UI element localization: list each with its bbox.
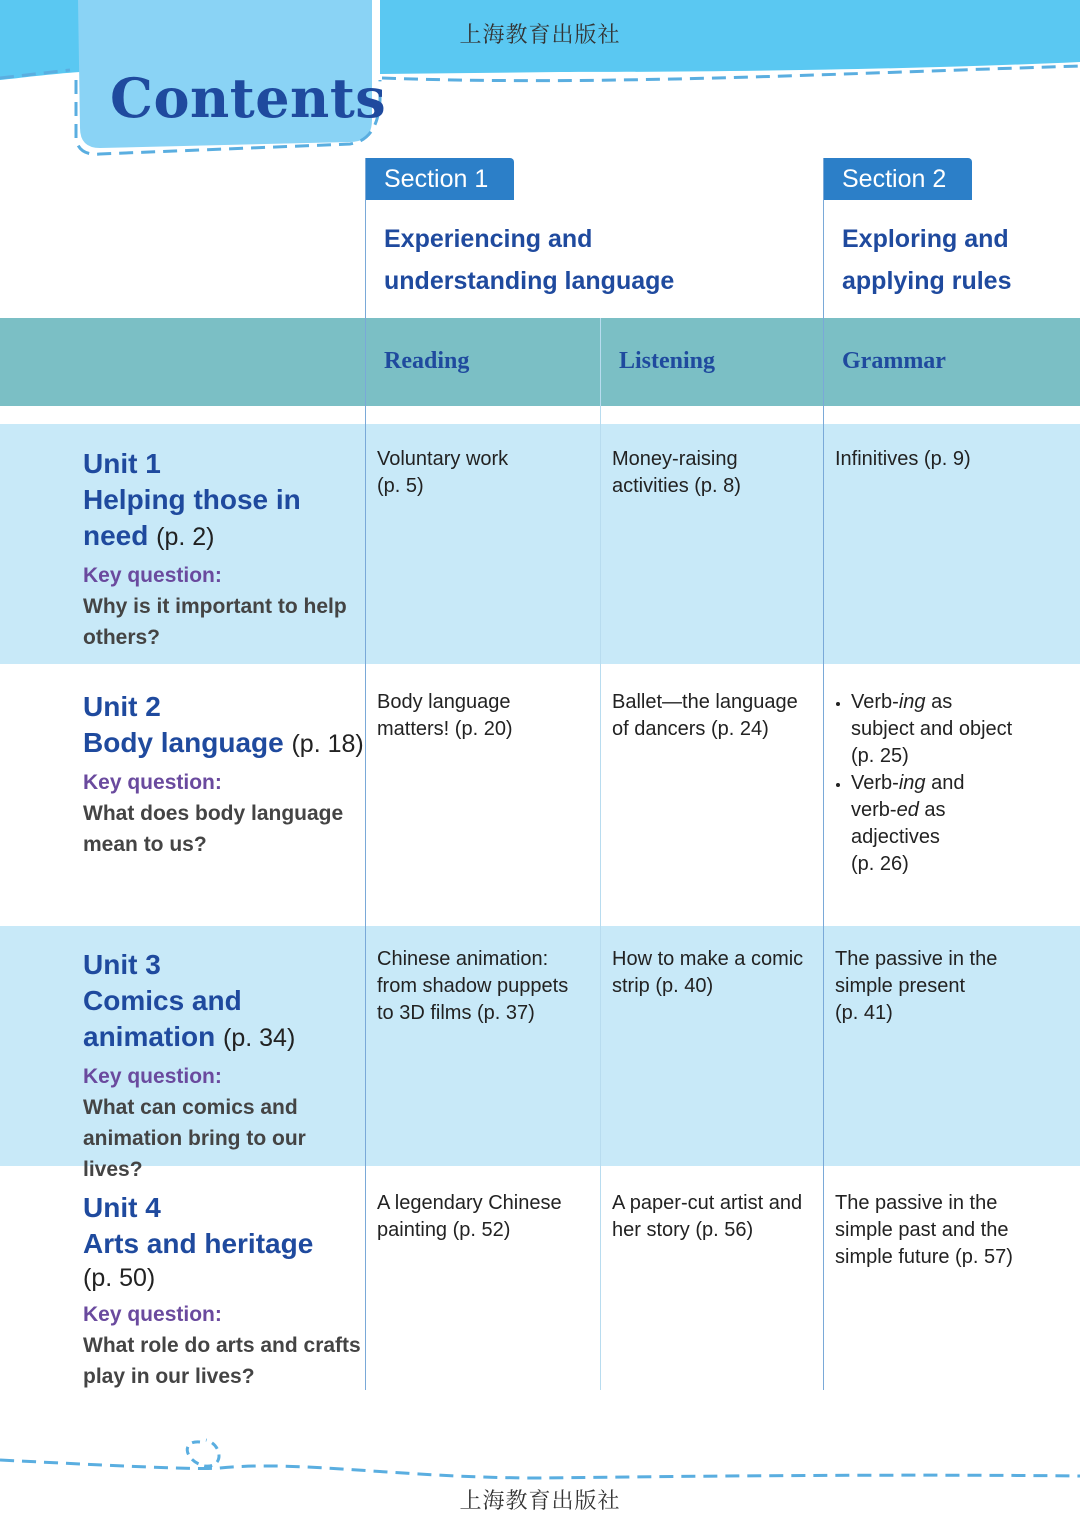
unit-1-listening <box>612 446 817 500</box>
section-2-subtitle <box>842 218 1011 302</box>
unit-3-grammar <box>835 946 1070 1027</box>
unit-2-number: Unit 2 <box>83 691 161 722</box>
unit-2-listening-line1: Ballet—the language <box>612 691 798 713</box>
unit-4-reading-line2: painting (p. 52) <box>377 1219 511 1241</box>
unit-2-listening-line2: of dancers (p. 24) <box>612 718 769 740</box>
unit-4-listening-line2: her story (p. 56) <box>612 1219 754 1241</box>
unit-1-name-line2 <box>83 518 363 555</box>
unit-3-grammar-line2: simple present <box>835 975 966 997</box>
unit-4-reading <box>377 1190 599 1244</box>
unit-4-reading-line1: A legendary Chinese <box>377 1192 562 1214</box>
unit-3-number: Unit 3 <box>83 949 161 980</box>
unit-3-reading-line3: to 3D films (p. 37) <box>377 1002 535 1024</box>
divider-reading-listening <box>600 318 601 1390</box>
unit-2-g2-post: and <box>925 772 965 794</box>
dashed-loop <box>187 1440 219 1466</box>
unit-3-name-line1: Comics and <box>83 985 242 1016</box>
section-2-subtitle-line1: Exploring and <box>842 225 1009 253</box>
unit-2-g1-post: as <box>925 691 953 713</box>
unit-2-g2-line3: adjectives <box>851 826 940 848</box>
unit-1-key-line2: others? <box>83 626 161 649</box>
unit-2-g2-l2-pre: verb- <box>851 799 897 821</box>
unit-3-grammar-line1: The passive in the <box>835 948 998 970</box>
section-2-subtitle-line2: applying rules <box>842 267 1012 295</box>
unit-2-reading-line1: Body language <box>377 691 511 713</box>
unit-2-g2-l2-em: ed <box>896 799 919 821</box>
publisher-bottom: 上海教育出版社 <box>459 1489 621 1514</box>
unit-2-key-line1: What does body language <box>83 802 344 825</box>
unit-2-g1-pre: Verb- <box>851 691 899 713</box>
unit-2-listening <box>612 689 817 743</box>
unit-4-number: Unit 4 <box>83 1192 161 1223</box>
unit-3-listening-line1: How to make a comic <box>612 948 804 970</box>
unit-2-grammar-bullet-2 <box>851 770 1070 878</box>
section-1-subtitle <box>384 218 674 302</box>
unit-2-reading <box>377 689 592 743</box>
column-header-grammar: Grammar <box>842 348 946 374</box>
unit-2-key-label: Key question: <box>83 771 222 794</box>
unit-1-info <box>83 446 363 653</box>
unit-3-name-end: animation <box>83 1021 216 1052</box>
unit-2-g1-line3: (p. 25) <box>851 745 909 767</box>
unit-4-key-line1: What role do arts and crafts <box>83 1334 361 1357</box>
unit-3-key-label: Key question: <box>83 1065 222 1088</box>
unit-3-info <box>83 947 365 1185</box>
unit-1-key-label: Key question: <box>83 564 222 587</box>
unit-4-info <box>83 1190 365 1392</box>
unit-1-grammar-line1: Infinitives (p. 9) <box>835 448 971 470</box>
unit-1-number: Unit 1 <box>83 448 161 479</box>
unit-2-grammar-bullet-1 <box>851 689 1070 770</box>
dashed-line-bottom <box>0 1460 1080 1478</box>
footer-decoration <box>0 1420 1080 1490</box>
unit-4-key-label: Key question: <box>83 1303 222 1326</box>
unit-1-page: (p. 2) <box>156 523 215 551</box>
publisher-top: 上海教育出版社 <box>459 23 621 48</box>
unit-3-reading-line2: from shadow puppets <box>377 975 569 997</box>
unit-4-listening-line1: A paper-cut artist and <box>612 1192 803 1214</box>
unit-2-g1-line2: subject and object <box>851 718 1013 740</box>
unit-4-grammar-line2: simple past and the <box>835 1219 1009 1241</box>
unit-1-reading <box>377 446 592 500</box>
page-title: Contents <box>110 66 387 130</box>
unit-1-key-line1: Why is it important to help <box>83 595 347 618</box>
section-2-tab: Section 2 <box>824 158 972 200</box>
divider-section-1 <box>365 158 366 1390</box>
unit-2-g2-l2-post: as <box>918 799 946 821</box>
unit-3-reading-line1: Chinese animation: <box>377 948 549 970</box>
unit-3-listening-line2: strip (p. 40) <box>612 975 714 997</box>
unit-4-listening <box>612 1190 822 1244</box>
unit-1-name-end: need <box>83 520 149 551</box>
unit-1-reading-line2: (p. 5) <box>377 475 424 497</box>
unit-2-g1-em: ing <box>898 691 926 713</box>
unit-1-grammar <box>835 446 1070 473</box>
unit-3-page: (p. 34) <box>223 1024 296 1052</box>
unit-2-grammar <box>835 689 1070 878</box>
unit-4-name-line1: Arts and heritage <box>83 1228 314 1259</box>
divider-section-2 <box>823 158 824 1390</box>
unit-3-key-line2: animation bring to our lives? <box>83 1127 306 1181</box>
unit-2-page: (p. 18) <box>291 730 364 758</box>
section-1-subtitle-line1: Experiencing and <box>384 225 593 253</box>
unit-3-listening <box>612 946 822 1000</box>
unit-4-grammar <box>835 1190 1070 1271</box>
unit-1-listening-line2: activities (p. 8) <box>612 475 741 497</box>
unit-4-key-line2: play in our lives? <box>83 1365 255 1388</box>
unit-2-grammar-list <box>835 689 1070 878</box>
unit-3-name-line2 <box>83 1019 365 1056</box>
unit-2-g2-em: ing <box>898 772 926 794</box>
section-1-subtitle-line2: understanding language <box>384 267 675 295</box>
unit-4-grammar-line1: The passive in the <box>835 1192 998 1214</box>
unit-4-grammar-line3: simple future (p. 57) <box>835 1246 1013 1268</box>
unit-3-key-line1: What can comics and <box>83 1096 298 1119</box>
unit-2-reading-line2: matters! (p. 20) <box>377 718 513 740</box>
unit-4-page: (p. 50) <box>83 1264 156 1292</box>
unit-2-g2-line4: (p. 26) <box>851 853 909 875</box>
unit-2-name <box>83 725 365 762</box>
unit-1-reading-line1: Voluntary work <box>377 448 509 470</box>
column-header-reading: Reading <box>384 348 470 374</box>
column-header-listening: Listening <box>619 348 716 374</box>
unit-1-name-line1: Helping those in <box>83 484 301 515</box>
section-1-tab: Section 1 <box>366 158 514 200</box>
unit-2-name-line1: Body language <box>83 727 284 758</box>
unit-3-reading <box>377 946 599 1027</box>
unit-1-listening-line1: Money-raising <box>612 448 738 470</box>
unit-2-g2-pre: Verb- <box>851 772 899 794</box>
unit-2-key-line2: mean to us? <box>83 833 207 856</box>
unit-3-grammar-line3: (p. 41) <box>835 1002 893 1024</box>
unit-2-info <box>83 689 365 860</box>
